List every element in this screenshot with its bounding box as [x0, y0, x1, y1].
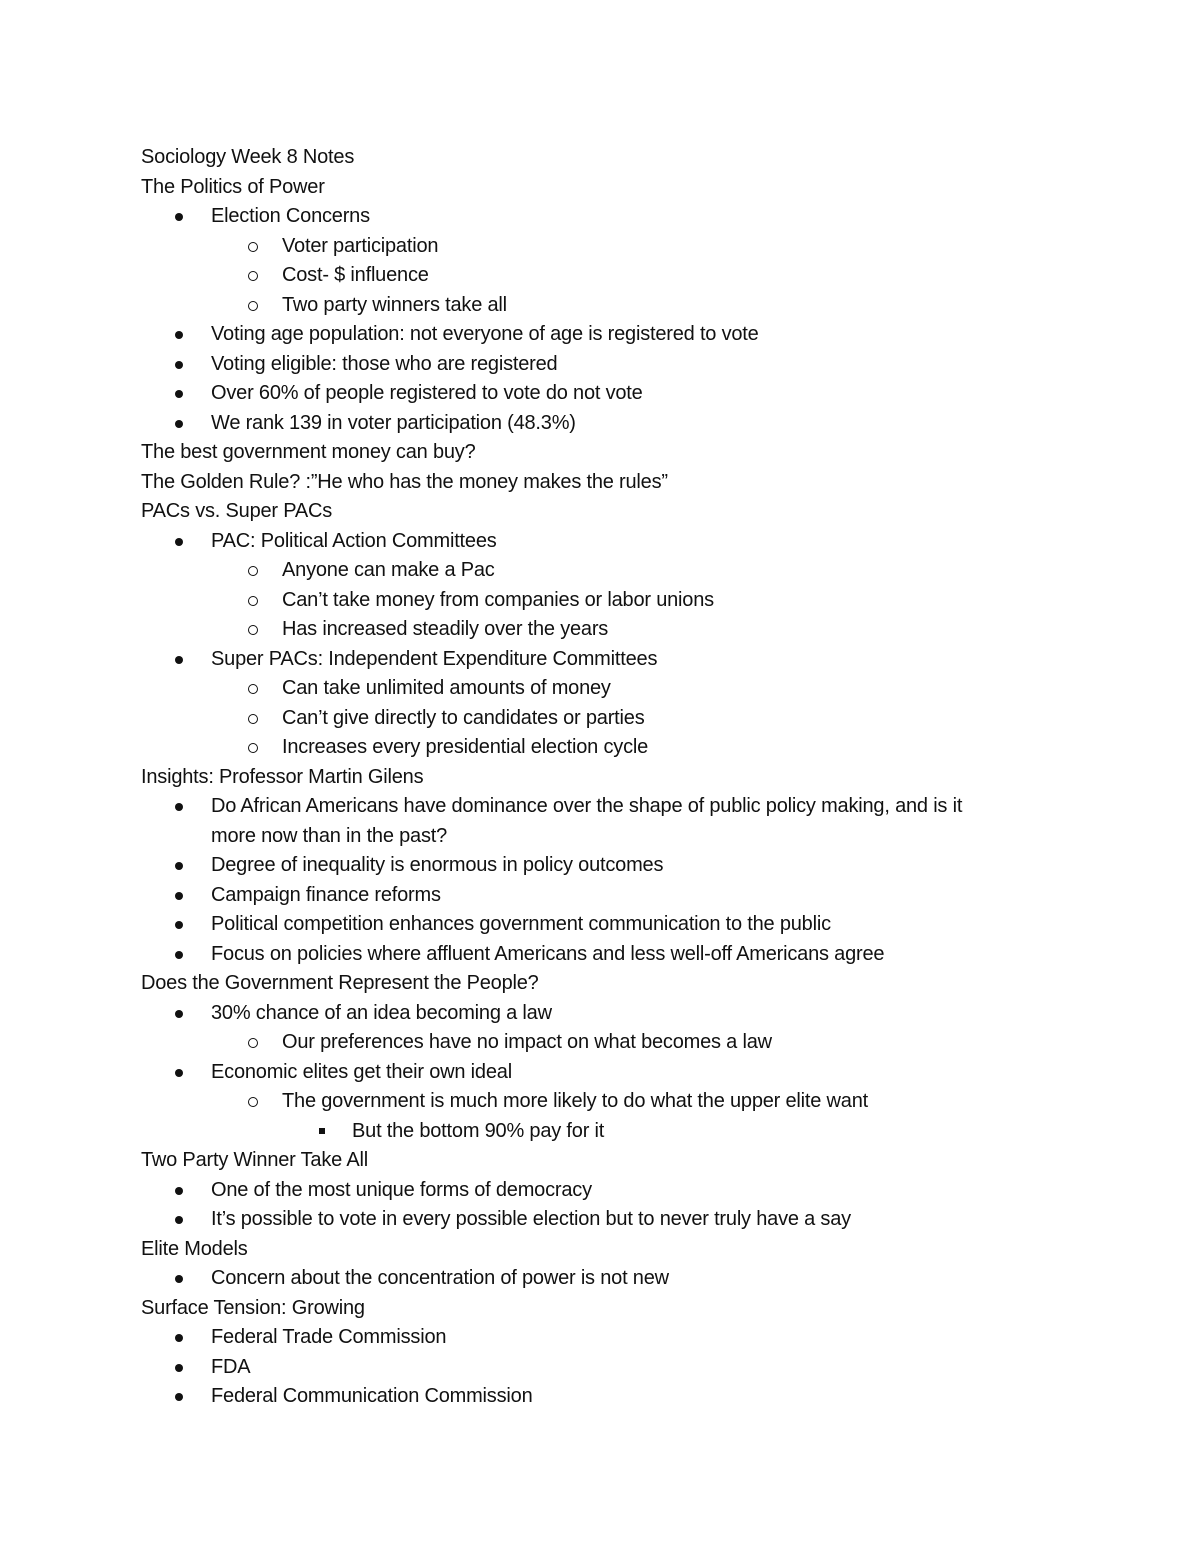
line-text: Sociology Week 8 Notes: [141, 146, 355, 168]
bullet-item: [0, 320, 1200, 350]
line-text: Our preferences have no impact on what becomes a law: [282, 1031, 772, 1053]
hollow-circle-bullet-icon: [248, 1097, 258, 1107]
line-text: The Golden Rule? :”He who has the money makes the rules”: [141, 470, 668, 493]
filled-circle-bullet-icon: [175, 803, 183, 811]
section-heading: [0, 468, 1200, 498]
section-heading: [0, 143, 1200, 173]
hollow-circle-bullet-icon: [248, 301, 258, 311]
line-text: Voting eligible: those who are registered: [211, 352, 558, 375]
section-heading: [0, 497, 1200, 527]
bullet-item: [0, 645, 1200, 675]
section-heading: [0, 173, 1200, 203]
filled-circle-bullet-icon: [175, 420, 183, 428]
sub-bullet-item: [0, 261, 1200, 291]
line-text: Insights: Professor Martin Gilens: [141, 765, 424, 788]
line-text: The government is much more likely to do what the upper elite want: [282, 1090, 868, 1112]
filled-circle-bullet-icon: [175, 951, 183, 959]
filled-circle-bullet-icon: [175, 213, 183, 221]
bullet-item: [0, 851, 1200, 881]
notes-body: [0, 143, 1200, 1412]
line-text: PAC: Political Action Committees: [211, 529, 497, 552]
section-heading: [0, 1294, 1200, 1324]
filled-circle-bullet-icon: [175, 331, 183, 339]
section-heading: [0, 969, 1200, 999]
line-text: Elite Models: [141, 1237, 248, 1260]
line-text: Federal Trade Commission: [211, 1326, 447, 1348]
bullet-item: [0, 1058, 1200, 1088]
sub-bullet-item: [0, 586, 1200, 616]
line-text: Voter participation: [282, 234, 439, 257]
line-text: FDA: [211, 1355, 251, 1378]
line-text: Degree of inequality is enormous in policy outcomes: [211, 854, 664, 876]
filled-circle-bullet-icon: [175, 1216, 183, 1224]
bullet-item: [0, 999, 1200, 1029]
bullet-item: [0, 1353, 1200, 1383]
bullet-item: [0, 379, 1200, 409]
bullet-item: [0, 792, 1200, 822]
filled-circle-bullet-icon: [175, 361, 183, 369]
line-text: One of the most unique forms of democracy: [211, 1178, 592, 1201]
line-text: Cost- $ influence: [282, 264, 429, 286]
line-text: Increases every presidential election cycle: [282, 736, 649, 758]
filled-circle-bullet-icon: [175, 1334, 183, 1342]
sub-bullet-item: [0, 1028, 1200, 1058]
filled-circle-bullet-icon: [175, 892, 183, 900]
line-text: It’s possible to vote in every possible election but to never truly have a say: [211, 1208, 851, 1230]
sub-bullet-item: [0, 232, 1200, 262]
section-heading: [0, 438, 1200, 468]
hollow-circle-bullet-icon: [248, 684, 258, 694]
sub-bullet-item: [0, 733, 1200, 763]
line-text: Can’t take money from companies or labor unions: [282, 588, 714, 611]
line-text: But the bottom 90% pay for it: [352, 1119, 605, 1142]
hollow-circle-bullet-icon: [248, 625, 258, 635]
line-text: more now than in the past?: [211, 824, 448, 847]
line-text: 30% chance of an idea becoming a law: [211, 1001, 552, 1024]
bullet-item: [0, 202, 1200, 232]
hollow-circle-bullet-icon: [248, 1038, 258, 1048]
line-text: Focus on policies where affluent Americans and less well-off Americans agree: [211, 942, 885, 965]
bullet-item: [0, 881, 1200, 911]
line-text: Two Party Winner Take All: [141, 1149, 368, 1171]
hollow-circle-bullet-icon: [248, 271, 258, 281]
filled-circle-bullet-icon: [175, 390, 183, 398]
sub-bullet-item: [0, 291, 1200, 321]
bullet-item: [0, 1382, 1200, 1412]
section-heading: [0, 763, 1200, 793]
sub-sub-bullet-item: [0, 1117, 1200, 1147]
line-text: Super PACs: Independent Expenditure Committees: [211, 647, 658, 670]
line-text: Anyone can make a Pac: [282, 559, 495, 581]
filled-circle-bullet-icon: [175, 1364, 183, 1372]
line-text: The Politics of Power: [141, 175, 325, 198]
line-text: Economic elites get their own ideal: [211, 1060, 512, 1083]
filled-circle-bullet-icon: [175, 862, 183, 870]
line-text: Election Concerns: [211, 205, 370, 227]
bullet-item: [0, 1205, 1200, 1235]
section-heading: [0, 1146, 1200, 1176]
sub-bullet-item: [0, 1087, 1200, 1117]
line-text: Does the Government Represent the People?: [141, 972, 539, 994]
line-text: Can take unlimited amounts of money: [282, 677, 611, 699]
section-heading: [0, 1235, 1200, 1265]
bullet-item: [0, 350, 1200, 380]
square-bullet-icon: [319, 1128, 325, 1134]
filled-circle-bullet-icon: [175, 1187, 183, 1195]
line-text: The best government money can buy?: [141, 441, 476, 463]
filled-circle-bullet-icon: [175, 1069, 183, 1077]
line-text: Voting age population: not everyone of age is registered to vote: [211, 323, 759, 345]
bullet-item: [0, 1176, 1200, 1206]
filled-circle-bullet-icon: [175, 656, 183, 664]
hollow-circle-bullet-icon: [248, 596, 258, 606]
bullet-item: [0, 527, 1200, 557]
line-text: PACs vs. Super PACs: [141, 500, 333, 522]
filled-circle-bullet-icon: [175, 1275, 183, 1283]
sub-bullet-item: [0, 674, 1200, 704]
bullet-item: [0, 1264, 1200, 1294]
filled-circle-bullet-icon: [175, 538, 183, 546]
bullet-item: [0, 910, 1200, 940]
line-text: Campaign finance reforms: [211, 883, 441, 906]
hollow-circle-bullet-icon: [248, 743, 258, 753]
hollow-circle-bullet-icon: [248, 242, 258, 252]
line-text: Concern about the concentration of power is not new: [211, 1267, 669, 1289]
line-text: Political competition enhances government communication to the public: [211, 913, 831, 935]
bullet-item: [0, 1323, 1200, 1353]
line-text: Do African Americans have dominance over the shape of public policy making, and is it: [211, 795, 963, 817]
line-text: Two party winners take all: [282, 293, 507, 316]
line-text: Over 60% of people registered to vote do not vote: [211, 382, 643, 404]
line-text: Has increased steadily over the years: [282, 618, 609, 640]
line-text: Surface Tension: Growing: [141, 1296, 365, 1319]
line-text: We rank 139 in voter participation (48.3%): [211, 411, 576, 434]
hollow-circle-bullet-icon: [248, 566, 258, 576]
filled-circle-bullet-icon: [175, 921, 183, 929]
line-text: Federal Communication Commission: [211, 1385, 533, 1407]
line-text: Can’t give directly to candidates or parties: [282, 706, 645, 729]
filled-circle-bullet-icon: [175, 1393, 183, 1401]
sub-bullet-item: [0, 704, 1200, 734]
hollow-circle-bullet-icon: [248, 714, 258, 724]
bullet-item: [0, 940, 1200, 970]
filled-circle-bullet-icon: [175, 1010, 183, 1018]
bullet-item: [0, 409, 1200, 439]
bullet-item-continuation: [0, 822, 1200, 852]
sub-bullet-item: [0, 556, 1200, 586]
sub-bullet-item: [0, 615, 1200, 645]
